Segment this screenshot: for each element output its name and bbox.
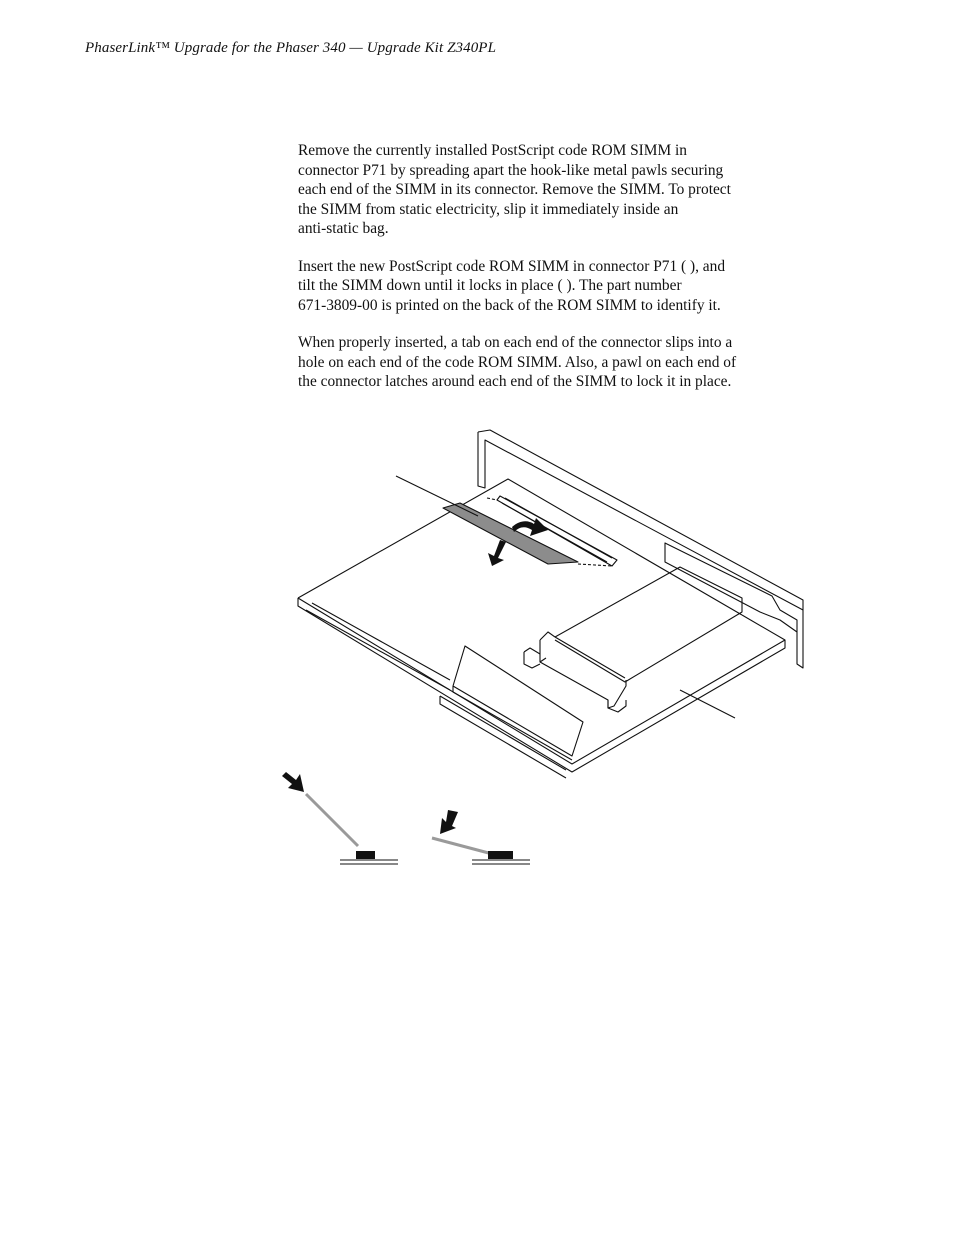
running-header: PhaserLink™ Upgrade for the Phaser 340 — Upgrade Kit Z340PL [85, 40, 497, 56]
text-line: the SIMM from static electricity, slip it immediately inside an [298, 200, 679, 218]
paragraph-insert-simm [298, 257, 818, 316]
step1-arrow-icon [282, 772, 304, 792]
leader-line-simm [396, 476, 478, 516]
text-line: Insert the new PostScript code ROM SIMM in connector P71 ( ), and [298, 257, 726, 275]
text-line: each end of the SIMM in its connector. Remove the SIMM. To protect [298, 181, 731, 198]
text-line: Remove the currently installed PostScript code ROM SIMM in [298, 142, 687, 159]
text-line: 671-3809-00 is printed on the back of the ROM SIMM to identify it. [298, 296, 721, 314]
text-line: anti-static bag. [298, 220, 389, 237]
tilt-arrow-icon [488, 540, 506, 566]
paragraph-proper-insertion [298, 333, 818, 392]
text-line: the connector latches around each end of the SIMM to lock it in place. [298, 373, 732, 390]
text-line: When properly inserted, a tab on each end of the connector slips into a [298, 334, 733, 351]
cable-module [555, 567, 742, 682]
text-line: tilt the SIMM down until it locks in place ( ). The part number [298, 277, 682, 294]
paragraph-remove-simm [298, 141, 818, 239]
text-line: hole on each end of the code ROM SIMM. Also, a pawl on each end of [298, 353, 737, 371]
circuit-board-illustration [270, 420, 830, 880]
text-line: connector P71 by spreading apart the hook-like metal pawls securing [298, 161, 724, 179]
instruction-text [298, 141, 818, 410]
step2-arrow-icon [440, 810, 458, 834]
simm-module [443, 503, 578, 564]
